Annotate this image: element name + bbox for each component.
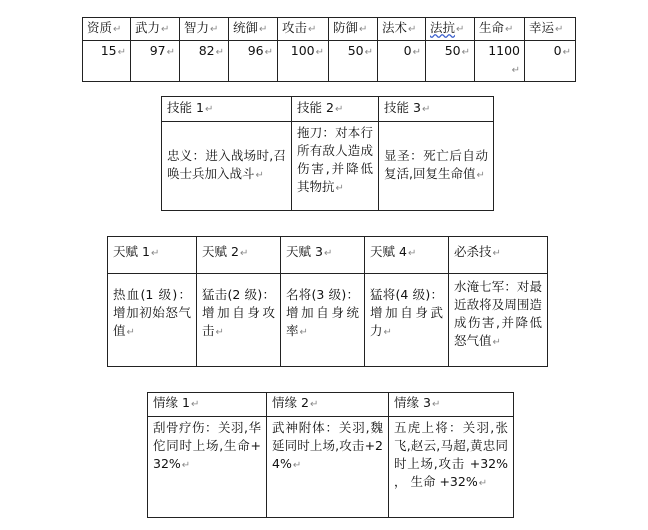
talent-description: 名将(3 级)：增加自身统率↵ xyxy=(281,274,365,367)
bond-header-cell: 情缘 3↵ xyxy=(389,393,514,417)
bond-description: 刮骨疗伤：关羽,华佗同时上场,生命+32%↵ xyxy=(148,417,267,518)
talent-header-cell: 天赋 3↵ xyxy=(281,237,365,274)
stat-header-cell: 武力↵ xyxy=(131,18,180,41)
stat-header-cell: 法术↵ xyxy=(378,18,426,41)
bond-header-cell: 情缘 2↵ xyxy=(267,393,389,417)
skill-header-cell: 技能 3↵ xyxy=(379,97,494,122)
stat-value-cell: 50↵ xyxy=(426,41,475,82)
stat-header-cell: 统御↵ xyxy=(229,18,278,41)
stat-value-cell: 15↵ xyxy=(83,41,131,82)
bond-description: 武神附体：关羽,魏延同时上场,攻击+24%↵ xyxy=(267,417,389,518)
talent-header-cell: 天赋 2↵ xyxy=(197,237,281,274)
stat-value-cell: 96↵ xyxy=(229,41,278,82)
stat-header-cell: 智力↵ xyxy=(180,18,229,41)
stat-value-cell: 1100↵ xyxy=(475,41,525,82)
skill-header-cell: 技能 1↵ xyxy=(162,97,292,122)
skills-table xyxy=(161,96,494,211)
ultimate-header-cell: 必杀技↵ xyxy=(449,237,548,274)
stat-value-cell: 100↵ xyxy=(278,41,329,82)
stat-header-cell: 资质↵ xyxy=(83,18,131,41)
ultimate-description: 水淹七军：对最近敌将及周围造成伤害,并降低怒气值↵ xyxy=(449,274,548,367)
talent-description: 热血(1 级)：增加初始怒气值↵ xyxy=(108,274,197,367)
skill-description: 忠义：进入战场时,召唤士兵加入战斗↵ xyxy=(162,122,292,211)
skill-description: 显圣：死亡后自动复活,回复生命值↵ xyxy=(379,122,494,211)
stat-header-cell: 生命↵ xyxy=(475,18,525,41)
stat-value-cell: 82↵ xyxy=(180,41,229,82)
bonds-table xyxy=(147,392,514,518)
stat-header-cell: 攻击↵ xyxy=(278,18,329,41)
stat-value-cell: 0↵ xyxy=(378,41,426,82)
stat-value-cell: 0↵ xyxy=(525,41,576,82)
talent-header-cell: 天赋 1↵ xyxy=(108,237,197,274)
stats-table xyxy=(82,17,576,82)
talents-table xyxy=(107,236,548,367)
bond-header-cell: 情缘 1↵ xyxy=(148,393,267,417)
skill-header-cell: 技能 2↵ xyxy=(292,97,379,122)
talent-description: 猛击(2 级)：增加自身攻击↵ xyxy=(197,274,281,367)
talent-description: 猛将(4 级)：增加自身武力↵ xyxy=(365,274,449,367)
stat-header-cell: 幸运↵ xyxy=(525,18,576,41)
stat-value-cell: 97↵ xyxy=(131,41,180,82)
stat-header-cell: 法抗↵ xyxy=(426,18,475,41)
bond-description: 五虎上将：关羽,张飞,赵云,马超,黄忠同时上场,攻击 +32% ， 生命 +32%↵ xyxy=(389,417,514,518)
talent-header-cell: 天赋 4↵ xyxy=(365,237,449,274)
stat-value-cell: 50↵ xyxy=(329,41,378,82)
skill-description: 拖刀：对本行所有敌人造成伤害,并降低其物抗↵ xyxy=(292,122,379,211)
stat-header-cell: 防御↵ xyxy=(329,18,378,41)
